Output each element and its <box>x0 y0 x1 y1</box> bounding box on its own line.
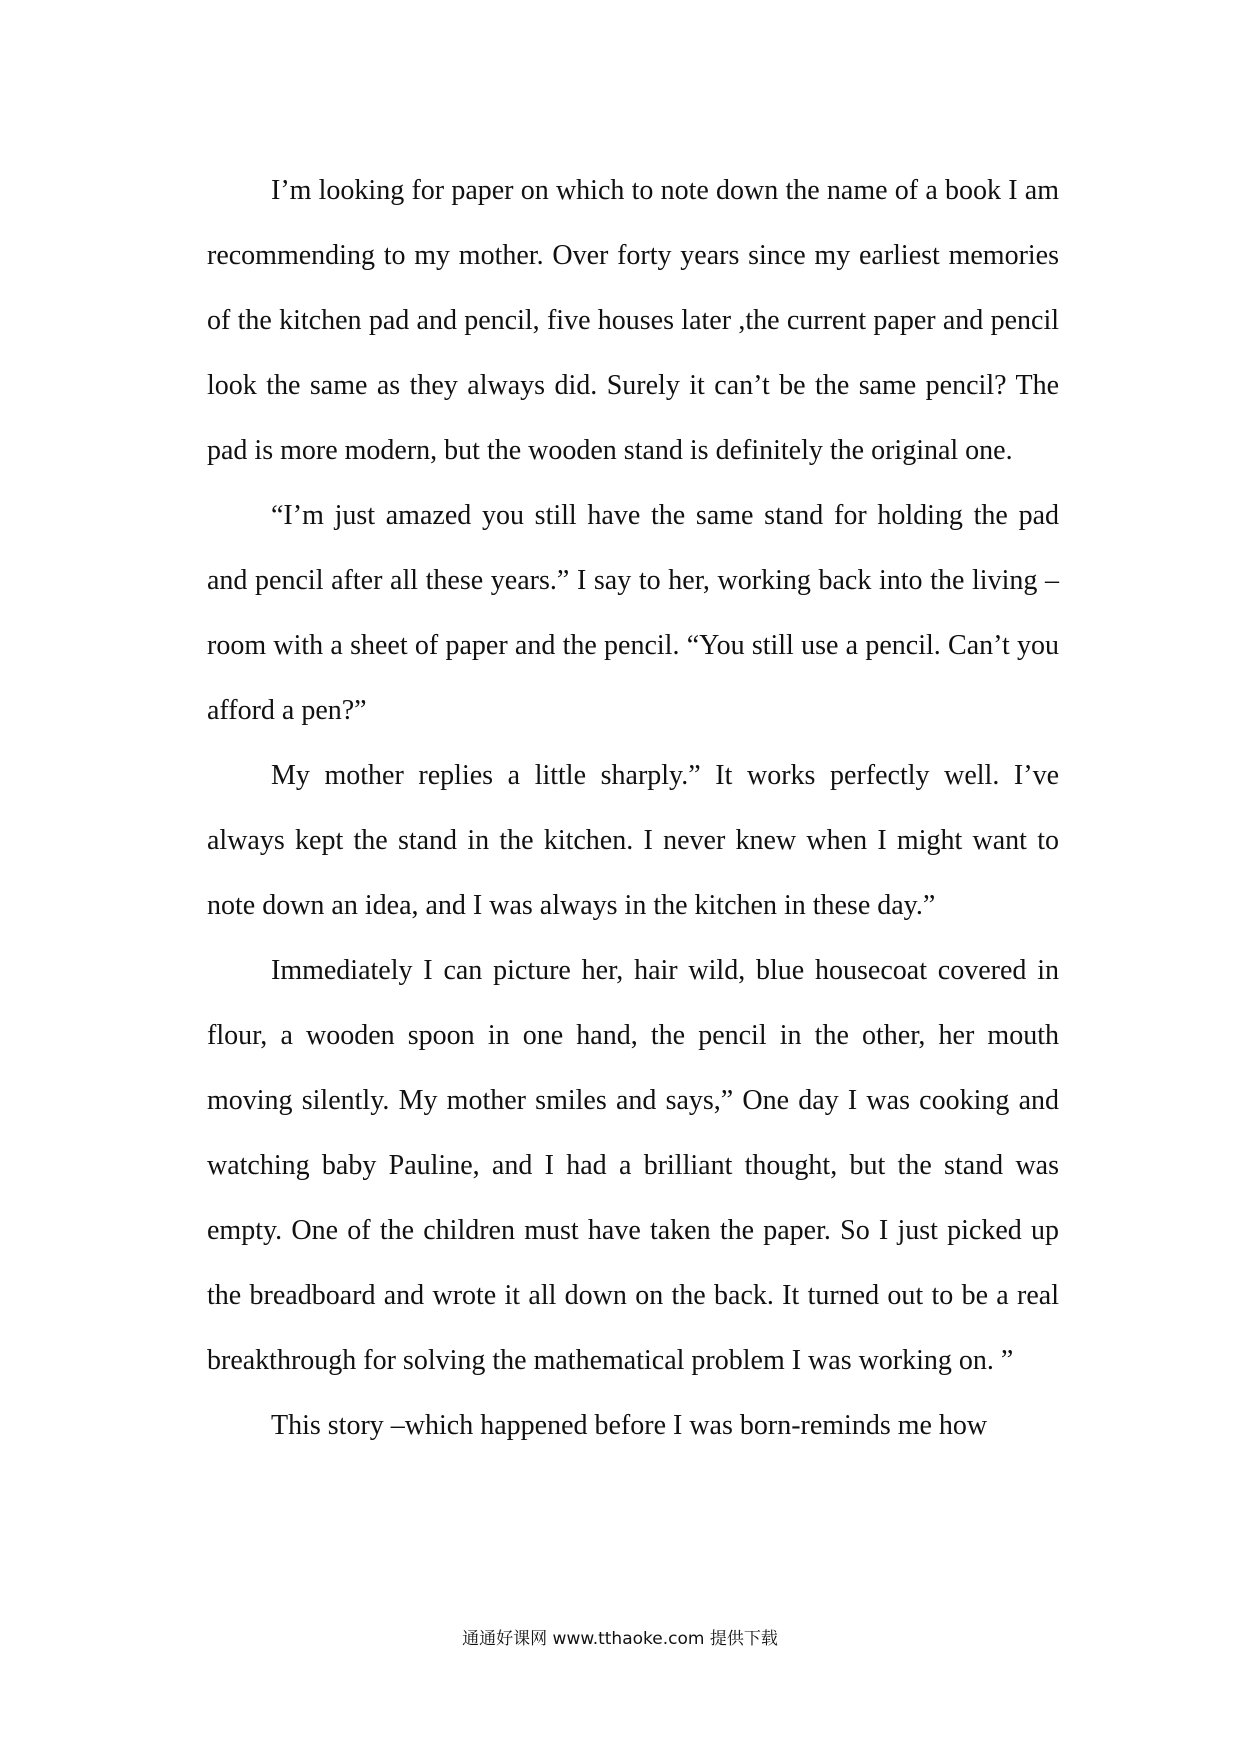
page-footer: 通通好课网 www.tthaoke.com 提供下载 <box>462 1629 778 1649</box>
body-text <box>207 158 1059 1458</box>
paragraph-1: I’m looking for paper on which to note down the name of a book I am recommending to my mother. Over forty years since my earliest memories of the kitchen pad and pencil, five houses later ,the current paper and pencil look the same as they always did. Surely it can’t be the same pencil? The pad is more modern, but the wooden stand is definitely the original one. <box>207 175 1059 466</box>
paragraph-2: “I’m just amazed you still have the same stand for holding the pad and pencil after all these years.” I say to her, working back into the living –room with a sheet of paper and the pencil. “You still use a pencil. Can’t you afford a pen?” <box>207 500 1059 726</box>
paragraph-4: Immediately I can picture her, hair wild, blue housecoat covered in flour, a wooden spoon in one hand, the pencil in the other, her mouth moving silently. My mother smiles and says,” One day I was cooking and watching baby Pauline, and I had a brilliant thought, but the stand was empty. One of the children must have taken the paper. So I just picked up the breadboard and wrote it all down on the back. It turned out to be a real breakthrough for solving the mathematical problem I was working on. ” <box>207 955 1059 1376</box>
paragraph-5: This story –which happened before I was born-reminds me how <box>271 1410 988 1441</box>
paragraph-3: My mother replies a little sharply.” It works perfectly well. I’ve always kept the stand in the kitchen. I never knew when I might want to note down an idea, and I was always in the kitchen in these day.” <box>207 760 1059 921</box>
